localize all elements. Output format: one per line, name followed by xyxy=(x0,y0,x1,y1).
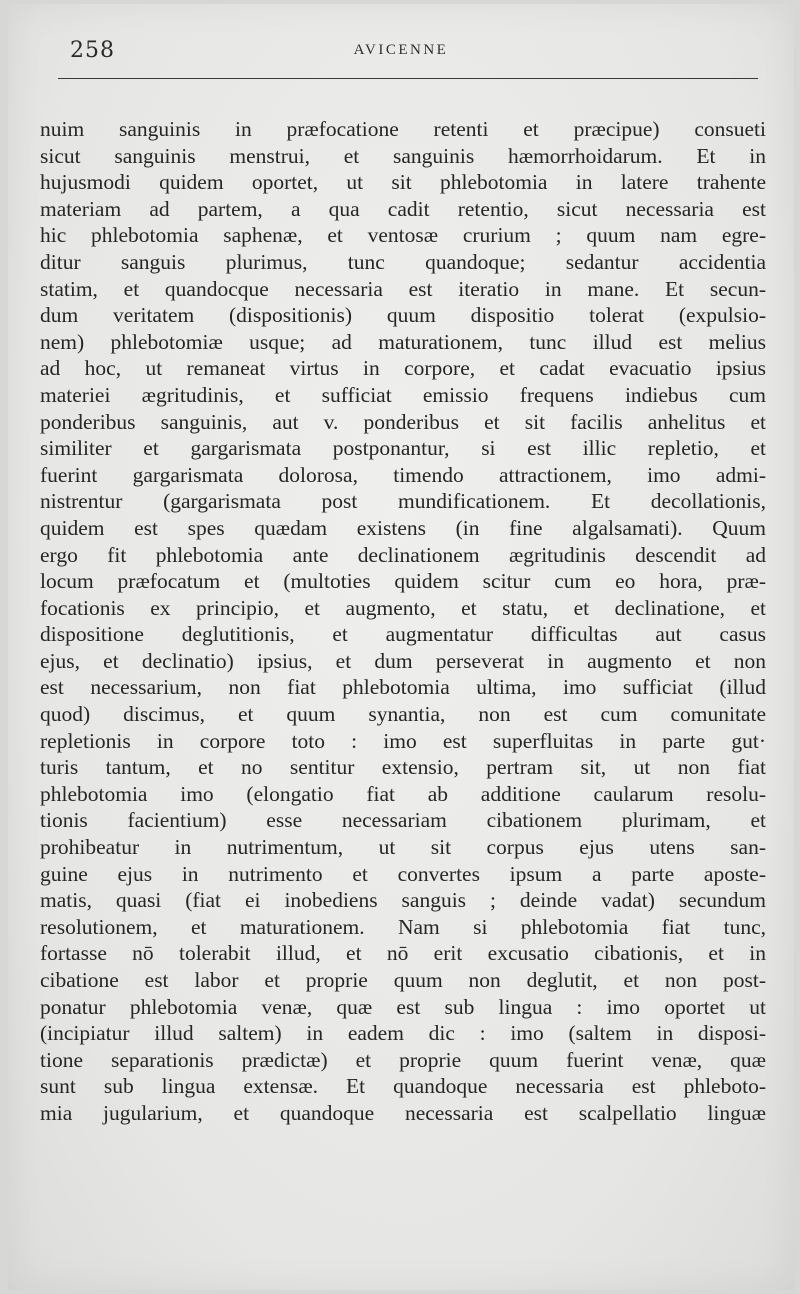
text-line: hujusmodi quidem oportet, ut sit phlebotomia in latere trahente xyxy=(40,170,766,195)
text-line: materiei ægritudinis, et sufficiat emissio frequens indiebus cum xyxy=(40,382,766,407)
text-line: nistrentur (gargarismata post mundificationem. Et decollationis, xyxy=(40,489,766,514)
text-line: dum veritatem (dispositionis) quum dispositio tolerat (expulsio- xyxy=(40,303,766,328)
page-header xyxy=(8,36,794,76)
text-line: tione separationis prædictæ) et proprie quum fuerint venæ, quæ xyxy=(40,1047,766,1072)
text-line: cibatione est labor et proprie quum non deglutit, et non post- xyxy=(40,968,766,992)
text-line: ad hoc, ut remaneat virtus in corpore, et cadat evacuatio ipsius xyxy=(40,356,766,381)
text-line: quod) discimus, et quum synantia, non est cum comunitate xyxy=(40,702,766,727)
text-line: matis, quasi (fiat ei inobediens sanguis ; deinde vadat) secundum xyxy=(40,888,766,913)
text-line: dispositione deglutitionis, et augmentatur difficultas aut casus xyxy=(40,622,766,647)
text-line: quidem est spes quædam existens (in fine algalsamati). Quum xyxy=(40,515,766,540)
text-line: ejus, et declinatio) ipsius, et dum perseverat in augmento et non xyxy=(40,648,766,673)
text-line: materiam ad partem, a qua cadit retentio, sicut necessaria est xyxy=(40,196,766,221)
running-head: AVICENNE xyxy=(353,42,449,58)
text-line: turis tantum, et no sentitur extensio, pertram sit, ut non fiat xyxy=(40,755,766,780)
text-line: nuim sanguinis in præfocatione retenti et præcipue) consueti xyxy=(40,117,766,141)
text-line: hic phlebotomia saphenæ, et ventosæ crurium ; quum nam egre- xyxy=(40,223,766,248)
text-line: mia jugularium, et quandoque necessaria est scalpellatio linguæ xyxy=(40,1100,766,1125)
text-line: focationis ex principio, et augmento, et statu, et declinatione, et xyxy=(40,595,766,620)
text-line: guine ejus in nutrimento et convertes ipsum a parte aposte- xyxy=(40,861,766,886)
text-line: sunt sub lingua extensæ. Et quandoque necessaria est phleboto- xyxy=(40,1074,766,1099)
text-line: sicut sanguinis menstrui, et sanguinis hæmorrhoidarum. Et in xyxy=(40,143,766,168)
text-line: ponderibus sanguinis, aut v. ponderibus et sit facilis anhelitus et xyxy=(40,409,766,434)
text-line: ditur sanguis plurimus, tunc quandoque; sedantur accidentia xyxy=(40,249,766,274)
text-line: prohibeatur in nutrimentum, ut sit corpus ejus utens san- xyxy=(40,835,766,860)
body-text xyxy=(40,116,766,1127)
text-line: similiter et gargarismata postponantur, si est illic repletio, et xyxy=(40,436,766,461)
text-line: statim, et quandocque necessaria est iteratio in mane. Et secun- xyxy=(40,276,766,301)
text-line: repletionis in corpore toto : imo est superfluitas in parte gut· xyxy=(40,728,766,753)
text-line: est necessarium, non fiat phlebotomia ultima, imo sufficiat (illud xyxy=(40,675,766,700)
text-line: resolutionem, et maturationem. Nam si phlebotomia fiat tunc, xyxy=(40,914,766,939)
page-number: 258 xyxy=(70,38,115,63)
text-line: fuerint gargarismata dolorosa, timendo attractionem, imo admi- xyxy=(40,462,766,487)
text-line: ergo fit phlebotomia ante declinationem ægritudinis descendit ad xyxy=(40,542,766,567)
book-page xyxy=(8,4,794,1290)
text-line: phlebotomia imo (elongatio fiat ab additione caularum resolu- xyxy=(40,781,766,806)
header-rule xyxy=(58,78,758,79)
text-line: (incipiatur illud saltem) in eadem dic : imo (saltem in disposi- xyxy=(40,1021,766,1046)
text-line: nem) phlebotomiæ usque; ad maturationem, tunc illud est melius xyxy=(40,329,766,354)
text-line: ponatur phlebotomia venæ, quæ est sub lingua : imo oportet ut xyxy=(40,994,766,1019)
text-line: locum præfocatum et (multoties quidem scitur cum eo hora, præ- xyxy=(40,569,766,594)
text-line: fortasse nō tolerabit illud, et nō erit excusatio cibationis, et in xyxy=(40,941,766,966)
text-line: tionis facientium) esse necessariam cibationem plurimam, et xyxy=(40,808,766,833)
